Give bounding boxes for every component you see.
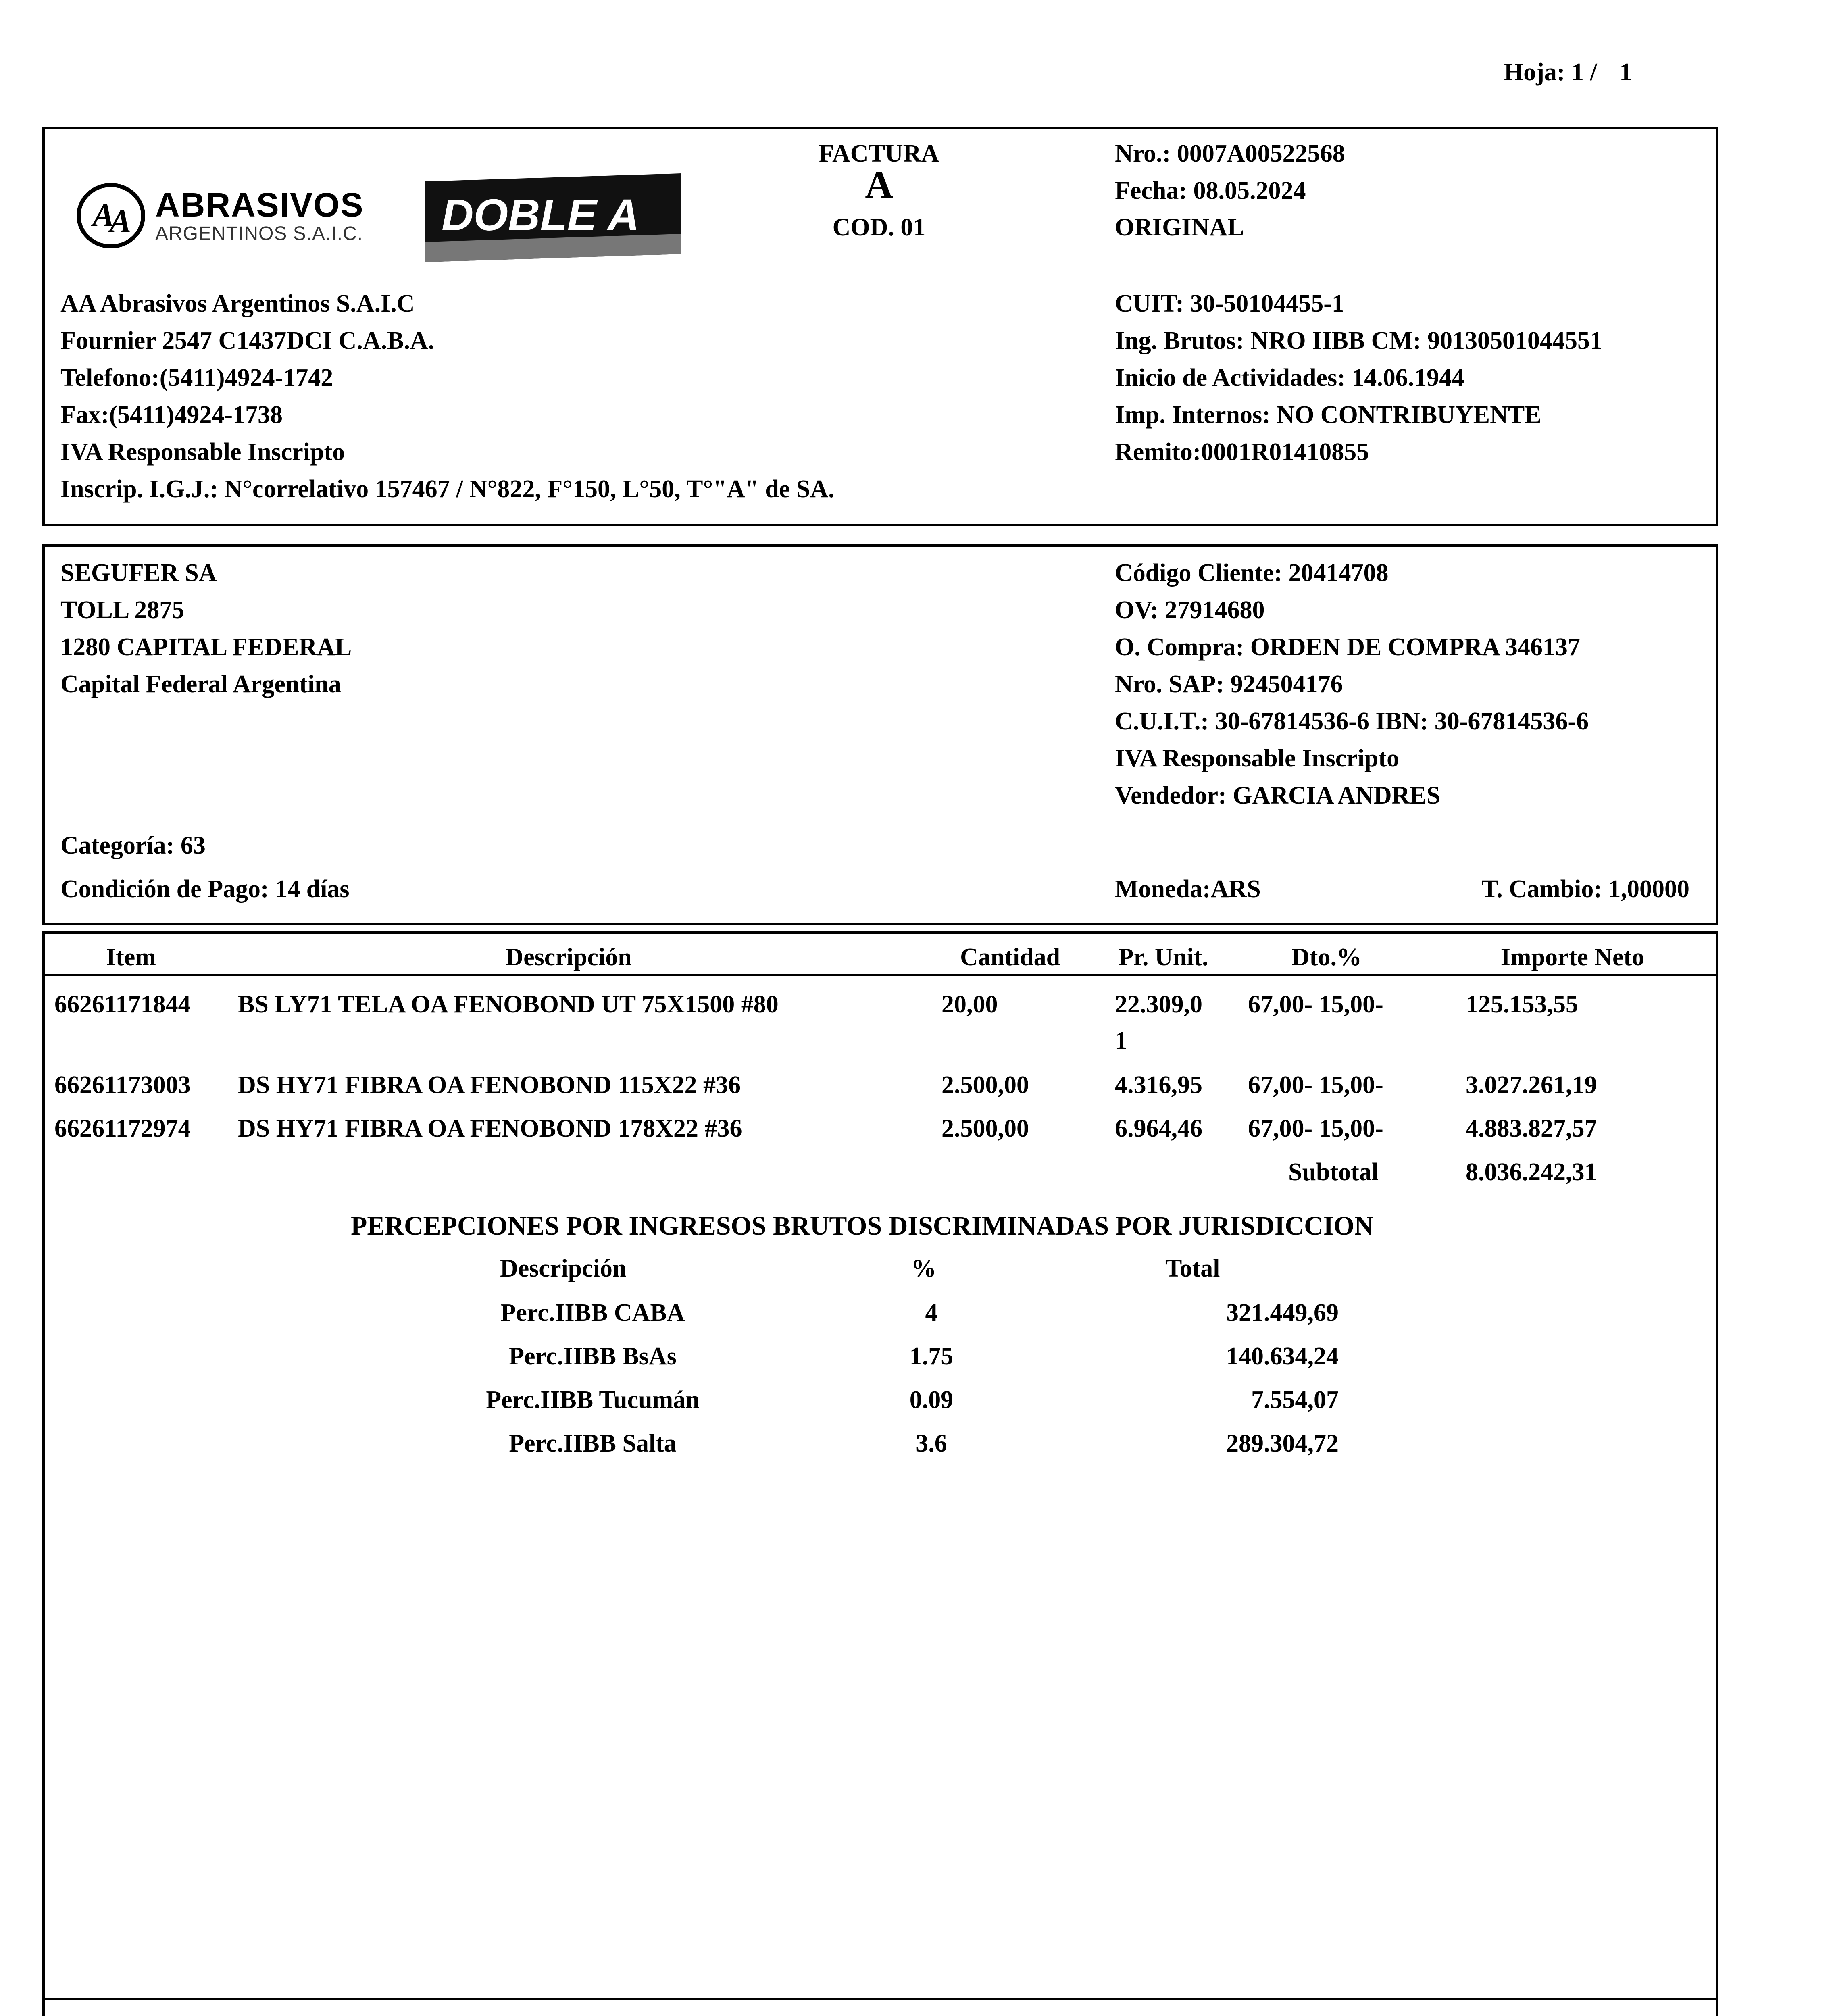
items-header-divider xyxy=(42,974,1718,976)
perception-description: Perc.IIBB BsAs xyxy=(509,1343,677,1370)
table-row-discount: 67,00- 15,00- xyxy=(1248,991,1383,1018)
page-counter xyxy=(1504,60,1632,85)
customer-seller: Vendedor: GARCIA ANDRES xyxy=(1115,782,1441,809)
currency: Moneda:ARS xyxy=(1115,875,1261,903)
table-row-discount: 67,00- 15,00- xyxy=(1248,1071,1383,1099)
doble-a-logo xyxy=(425,173,681,262)
table-row-item: 66261173003 xyxy=(54,1071,191,1099)
perception-description: Perc.IIBB CABA xyxy=(500,1299,685,1327)
company-inicio: Inicio de Actividades: 14.06.1944 xyxy=(1115,364,1464,392)
page-total: 1 xyxy=(1619,58,1632,86)
col-header-description: Descripción xyxy=(505,943,632,971)
totals-divider xyxy=(42,1998,1718,2000)
company-ing-brutos: Ing. Brutos: NRO IIBB CM: 90130501044551 xyxy=(1115,327,1603,354)
perception-total: 7.554,07 xyxy=(1251,1386,1339,1414)
table-row-net: 3.027.261,19 xyxy=(1466,1071,1597,1099)
table-row-quantity: 2.500,00 xyxy=(941,1115,1029,1142)
customer-sap: Nro. SAP: 924504176 xyxy=(1115,671,1343,698)
perceptions-title: PERCEPCIONES POR INGRESOS BRUTOS DISCRIMINADAS POR JURISDICCION xyxy=(351,1211,1374,1241)
table-row-unit-price: 22.309,0 xyxy=(1115,991,1202,1018)
table-row-description: BS LY71 TELA OA FENOBOND UT 75X1500 #80 xyxy=(238,991,779,1018)
aa-logo-icon xyxy=(77,181,145,250)
perceptions-header-pct: % xyxy=(911,1255,936,1282)
doc-type: FACTURA xyxy=(819,140,939,167)
customer-city: 1280 CAPITAL FEDERAL xyxy=(60,633,352,661)
page-label: Hoja: 1 / xyxy=(1504,58,1597,86)
table-row-discount: 67,00- 15,00- xyxy=(1248,1115,1383,1142)
company-address: Fournier 2547 C1437DCI C.A.B.A. xyxy=(60,327,435,354)
col-header-unit-price: Pr. Unit. xyxy=(1118,943,1208,971)
customer-iva: IVA Responsable Inscripto xyxy=(1115,745,1400,772)
logo-brand: ABRASIVOS xyxy=(155,186,364,224)
customer-po: O. Compra: ORDEN DE COMPRA 346137 xyxy=(1115,633,1580,661)
table-row-description: DS HY71 FIBRA OA FENOBOND 178X22 #36 xyxy=(238,1115,742,1142)
table-row-quantity: 2.500,00 xyxy=(941,1071,1029,1099)
customer-country: Capital Federal Argentina xyxy=(60,671,341,698)
table-row-net: 125.153,55 xyxy=(1466,991,1578,1018)
company-imp-internos: Imp. Internos: NO CONTRIBUYENTE xyxy=(1115,401,1541,429)
table-row-net: 4.883.827,57 xyxy=(1466,1115,1597,1142)
perceptions-header-description: Descripción xyxy=(500,1255,627,1282)
perception-description: Perc.IIBB Tucumán xyxy=(486,1386,700,1414)
svg-text:A: A xyxy=(93,198,115,233)
exchange-rate: T. Cambio: 1,00000 xyxy=(1481,875,1689,903)
company-igj: Inscrip. I.G.J.: N°correlativo 157467 / N°822, F°150, L°50, T°"A" de SA. xyxy=(60,475,835,503)
company-iva: IVA Responsable Inscripto xyxy=(60,438,345,466)
perception-pct: 0.09 xyxy=(909,1386,954,1414)
subtotal-value: 8.036.242,31 xyxy=(1466,1158,1597,1186)
col-header-item: Item xyxy=(106,943,156,971)
company-name: AA Abrasivos Argentinos S.A.I.C xyxy=(60,290,415,317)
copy-type: ORIGINAL xyxy=(1115,214,1244,241)
col-header-quantity: Cantidad xyxy=(960,943,1060,971)
table-row-item: 66261171844 xyxy=(54,991,191,1018)
invoice-date: Fecha: 08.05.2024 xyxy=(1115,177,1306,204)
perception-pct: 4 xyxy=(925,1299,938,1327)
customer-category: Categoría: 63 xyxy=(60,832,206,859)
perception-description: Perc.IIBB Salta xyxy=(509,1430,677,1457)
logo-sub: ARGENTINOS S.A.I.C. xyxy=(155,223,363,244)
remito: Remito:0001R01410855 xyxy=(1115,438,1369,466)
col-header-net-amount: Importe Neto xyxy=(1500,943,1645,971)
table-row-item: 66261172974 xyxy=(54,1115,191,1142)
invoice-code: COD. 01 xyxy=(832,214,926,241)
customer-ov: OV: 27914680 xyxy=(1115,596,1265,624)
subtotal-label: Subtotal xyxy=(1288,1158,1379,1186)
customer-cuit: C.U.I.T.: 30-67814536-6 IBN: 30-67814536-6 xyxy=(1115,708,1589,735)
customer-code: Código Cliente: 20414708 xyxy=(1115,559,1389,587)
invoice-letter: A xyxy=(865,163,893,206)
company-fax: Fax:(5411)4924-1738 xyxy=(60,401,283,429)
perception-pct: 1.75 xyxy=(909,1343,954,1370)
table-row-unit-price-wrap: 1 xyxy=(1115,1027,1127,1054)
perception-total: 289.304,72 xyxy=(1226,1430,1339,1457)
perception-total: 140.634,24 xyxy=(1226,1343,1339,1370)
company-phone: Telefono:(5411)4924-1742 xyxy=(60,364,333,392)
doble-a-text: DOBLE A xyxy=(442,190,639,240)
payment-terms: Condición de Pago: 14 días xyxy=(60,875,350,903)
customer-street: TOLL 2875 xyxy=(60,596,185,624)
perceptions-header-total: Total xyxy=(1165,1255,1220,1282)
perception-pct: 3.6 xyxy=(916,1430,947,1457)
perception-total: 321.449,69 xyxy=(1226,1299,1339,1327)
col-header-discount: Dto.% xyxy=(1291,943,1362,971)
table-row-unit-price: 6.964,46 xyxy=(1115,1115,1202,1142)
company-cuit: CUIT: 30-50104455-1 xyxy=(1115,290,1344,317)
table-row-unit-price: 4.316,95 xyxy=(1115,1071,1202,1099)
svg-text:A: A xyxy=(110,204,131,239)
table-row-description: DS HY71 FIBRA OA FENOBOND 115X22 #36 xyxy=(238,1071,741,1099)
table-row-quantity: 20,00 xyxy=(941,991,998,1018)
invoice-number: Nro.: 0007A00522568 xyxy=(1115,140,1345,167)
customer-name: SEGUFER SA xyxy=(60,559,217,587)
